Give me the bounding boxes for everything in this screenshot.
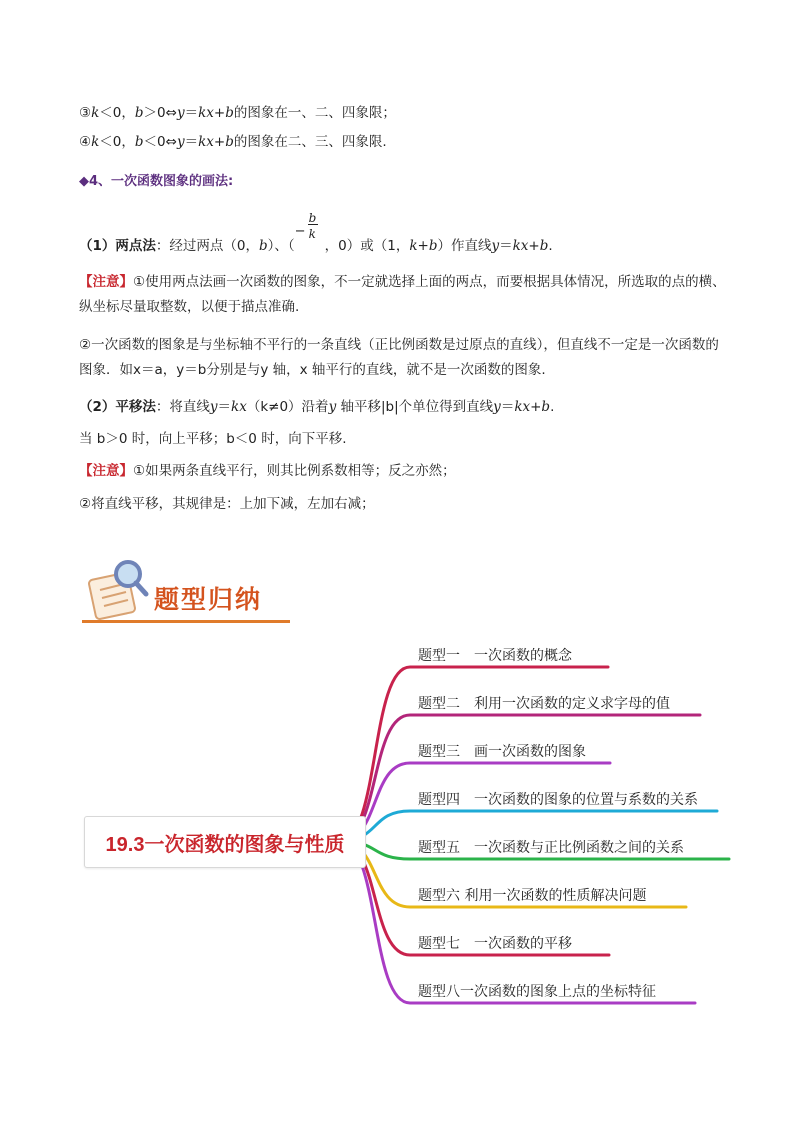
var-b: b <box>259 238 268 254</box>
text: ＝ <box>499 238 513 254</box>
var-y: y <box>209 399 218 415</box>
var-b: b <box>225 134 234 150</box>
var-y: y <box>176 134 185 150</box>
branch-label-3: 题型三 画一次函数的图象 <box>418 744 586 760</box>
fraction-denominator: k <box>308 227 316 241</box>
circle-num: ③ <box>79 105 92 121</box>
text: + <box>213 105 226 121</box>
shift-direction: 当 b＞0 时，向上平移；b＜0 时，向下平移. <box>79 431 347 447</box>
var-y: y <box>491 238 500 254</box>
text: ＝ <box>217 399 232 415</box>
text: 的图象在二、三、四象限. <box>233 134 387 150</box>
mindmap-root <box>84 816 366 868</box>
text: 的图象在一、二、四象限； <box>233 105 396 121</box>
text: . <box>548 238 553 254</box>
var-y: y <box>328 399 337 415</box>
fraction-numerator: b <box>308 211 317 225</box>
var-b: b <box>134 105 144 121</box>
branch-label-1: 题型一 一次函数的概念 <box>418 648 572 664</box>
var-k: k <box>91 105 100 121</box>
note-text: ①使用两点法画一次函数的图象，不一定就选择上面的两点，而要根据具体情况，所选取的点的横、纵坐标尽量取整数，以便于描点准确. <box>79 274 726 315</box>
text: ＝ <box>184 134 199 150</box>
var-kx: kx <box>198 134 214 150</box>
text: + <box>213 134 226 150</box>
note-tag: 【注意】 <box>79 274 133 290</box>
var-y: y <box>493 399 501 415</box>
text: ＜0， <box>99 134 135 150</box>
branch-label-8: 题型八一次函数的图象上点的坐标特征 <box>418 984 656 1000</box>
var-b: b <box>225 105 234 121</box>
branch-line-2 <box>340 715 700 841</box>
mindmap-root-label: 19.3一次函数的图象与性质 <box>105 833 345 856</box>
note-tag: 【注意】 <box>79 463 133 479</box>
text: . <box>550 399 555 415</box>
method-label: （2）平移法 <box>79 399 156 415</box>
circle-num: ④ <box>79 134 92 150</box>
text: 轴平移|b|个单位得到直线 <box>336 399 494 415</box>
branch-label-6: 题型六 利用一次函数的性质解决问题 <box>418 888 647 904</box>
note-2b: ②将直线平移，其规律是：上加下减，左加右减； <box>79 496 375 512</box>
text: ，0）或（1， <box>324 238 410 254</box>
var-kx: kx <box>514 399 531 415</box>
var-b: b <box>134 134 144 150</box>
var-kb: k+b <box>409 238 438 254</box>
branch-label-2: 题型二 利用一次函数的定义求字母的值 <box>418 696 670 712</box>
text: ＜0， <box>99 105 135 121</box>
var-b: b <box>539 238 549 254</box>
text: ）、（ <box>267 238 295 254</box>
section-title: 题型归纳 <box>154 585 263 614</box>
note-1b: ②一次函数的图象是与坐标轴不平行的一条直线（正比例函数是过原点的直线），但直线不一定是一次函数的图象．如x＝a，y＝b分别是与y 轴，x 轴平行的直线，就不是一次函数的图象. <box>79 337 719 378</box>
var-b: b <box>541 399 551 415</box>
text: ＞0⇔ <box>143 105 177 121</box>
var-k: k <box>91 134 100 150</box>
text: ）作直线 <box>437 238 492 254</box>
text: + <box>528 238 540 254</box>
text: ＝ <box>500 399 515 415</box>
text: + <box>530 399 542 415</box>
branch-label-4: 题型四 一次函数的图象的位置与系数的关系 <box>418 792 698 808</box>
branch-label-7: 题型七 一次函数的平移 <box>418 936 572 952</box>
var-kx: kx <box>198 105 214 121</box>
minus-sign: − <box>294 224 306 239</box>
var-y: y <box>176 105 185 121</box>
text: ：经过两点（0， <box>155 238 259 254</box>
text: ＜0⇔ <box>143 134 177 150</box>
var-kx: kx <box>231 399 247 415</box>
text: ＝ <box>184 105 199 121</box>
heading-4: ◆4、一次函数图象的画法: <box>79 174 234 189</box>
var-kx: kx <box>512 238 529 254</box>
branch-label-5: 题型五 一次函数与正比例函数之间的关系 <box>418 840 684 856</box>
text: （k≠0）沿着 <box>246 399 329 415</box>
note-text: ①如果两条直线平行，则其比例系数相等；反之亦然； <box>133 463 456 479</box>
branch-line-8 <box>340 841 695 1003</box>
method-label: （1）两点法 <box>79 238 156 254</box>
text: ：将直线 <box>155 399 210 415</box>
